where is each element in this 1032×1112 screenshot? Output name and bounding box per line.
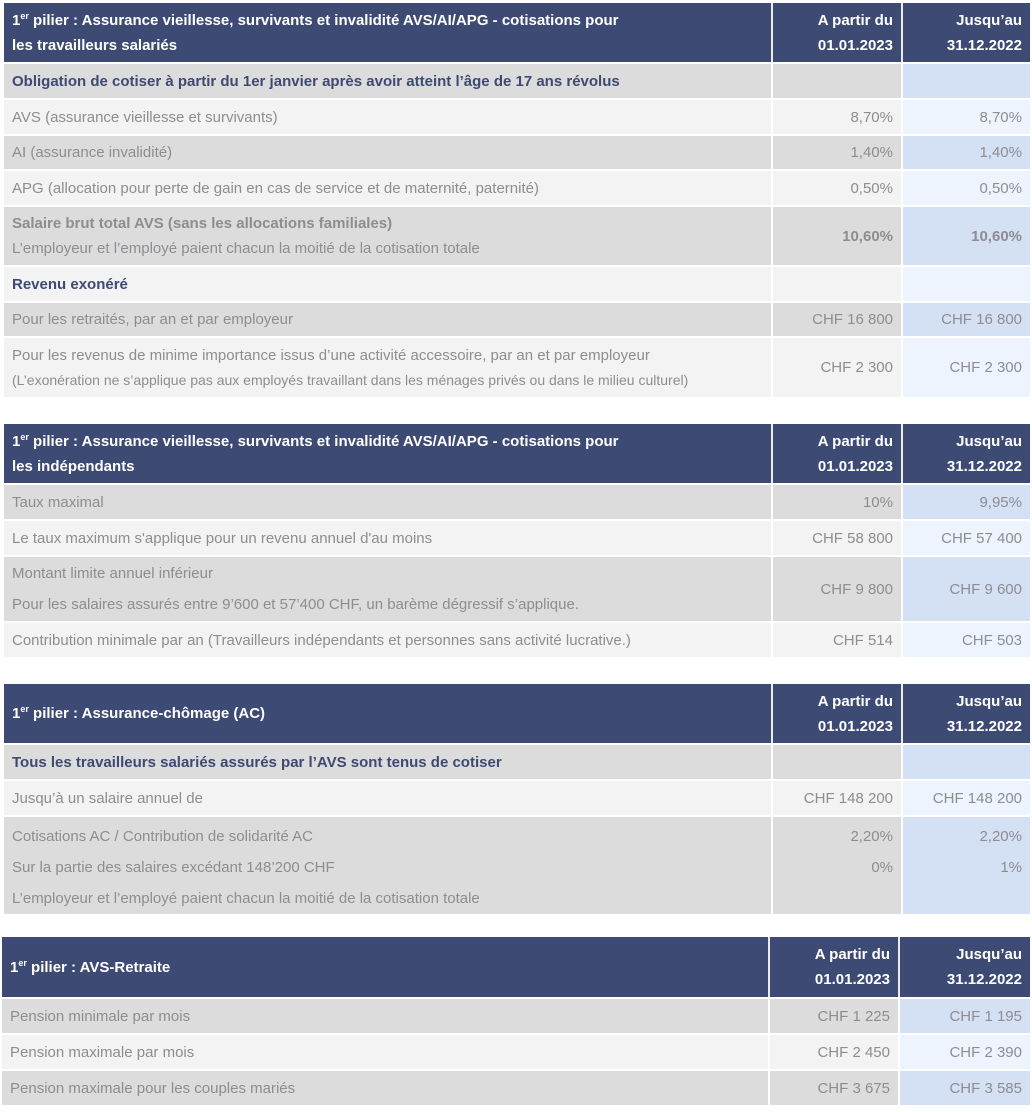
table-row bbox=[4, 519, 1030, 555]
value-from: CHF 2 300 bbox=[771, 336, 901, 397]
column-header-until: Jusqu’au 31.12.2022 bbox=[901, 3, 1030, 62]
row-label: Taux maximal bbox=[4, 483, 771, 519]
table-avs-salaried bbox=[4, 3, 1030, 397]
section-row bbox=[4, 743, 1030, 779]
value-from: CHF 1 225 bbox=[768, 997, 898, 1033]
section-label: Revenu exonéré bbox=[4, 265, 771, 301]
table-row bbox=[4, 555, 1030, 621]
value-from: CHF 148 200 bbox=[771, 779, 901, 815]
value-from bbox=[771, 743, 901, 779]
value-from: CHF 3 675 bbox=[768, 1069, 898, 1105]
table-row bbox=[2, 1033, 1030, 1069]
table-row bbox=[4, 98, 1030, 134]
table-row-multi bbox=[4, 815, 1030, 914]
table-row bbox=[4, 336, 1030, 397]
value-until: CHF 9 600 bbox=[901, 555, 1030, 621]
column-header-until: Jusqu’au 31.12.2022 bbox=[901, 424, 1030, 483]
value-from: CHF 16 800 bbox=[771, 301, 901, 336]
value-until: CHF 148 200 bbox=[901, 779, 1030, 815]
row-label: Pension minimale par mois bbox=[2, 997, 768, 1033]
column-header-until: Jusqu’au 31.12.2022 bbox=[901, 684, 1030, 743]
value-from: 10,60% bbox=[771, 205, 901, 265]
table-avs-self-employed bbox=[4, 424, 1030, 657]
value-until bbox=[901, 743, 1030, 779]
value-until: 10,60% bbox=[901, 205, 1030, 265]
section-row bbox=[4, 62, 1030, 98]
value-until: CHF 3 585 bbox=[898, 1069, 1030, 1105]
value-until: 1,40% bbox=[901, 134, 1030, 169]
table-row bbox=[4, 301, 1030, 336]
table-header-row bbox=[4, 684, 1030, 743]
row-label: Pour les revenus de minime importance issus d’une activité accessoire, par an et par employeur (L’exonération ne s’applique pas aux employés travaillant dans les ménages privés ou dans le milieu culturel) bbox=[4, 336, 771, 397]
table-header-row bbox=[4, 3, 1030, 62]
value-until: CHF 2 390 bbox=[898, 1033, 1030, 1069]
row-label: Cotisations AC / Contribution de solidarité AC Sur la partie des salaires excédant 148’200 CHF L’employeur et l’employé paient chacun la moitié de la cotisation totale bbox=[4, 815, 771, 914]
row-label: Contribution minimale par an (Travailleurs indépendants et personnes sans activité lucrative.) bbox=[4, 621, 771, 657]
value-until: 9,95% bbox=[901, 483, 1030, 519]
value-until: CHF 2 300 bbox=[901, 336, 1030, 397]
table-header-row bbox=[2, 937, 1030, 997]
value-from: CHF 58 800 bbox=[771, 519, 901, 555]
value-until bbox=[901, 62, 1030, 98]
section-label: Tous les travailleurs salariés assurés par l’AVS sont tenus de cotiser bbox=[4, 743, 771, 779]
value-until: CHF 1 195 bbox=[898, 997, 1030, 1033]
value-until: 0,50% bbox=[901, 169, 1030, 205]
row-label: APG (allocation pour perte de gain en cas de service et de maternité, paternité) bbox=[4, 169, 771, 205]
table-avs-retirement bbox=[2, 937, 1030, 1105]
table-title: 1er pilier : AVS-Retraite bbox=[2, 937, 768, 997]
value-from: 0,50% bbox=[771, 169, 901, 205]
row-label: AVS (assurance vieillesse et survivants) bbox=[4, 98, 771, 134]
value-until: 8,70% bbox=[901, 98, 1030, 134]
table-row bbox=[4, 483, 1030, 519]
row-label: Pour les retraités, par an et par employeur bbox=[4, 301, 771, 336]
value-from: 1,40% bbox=[771, 134, 901, 169]
value-from: CHF 2 450 bbox=[768, 1033, 898, 1069]
column-header-from: A partir du 01.01.2023 bbox=[771, 3, 901, 62]
value-from bbox=[771, 62, 901, 98]
row-label: Salaire brut total AVS (sans les allocations familiales) L’employeur et l’employé paient chacun la moitié de la cotisation totale bbox=[4, 205, 771, 265]
table-row bbox=[4, 134, 1030, 169]
table-unemployment-insurance bbox=[4, 684, 1030, 914]
table-row bbox=[4, 169, 1030, 205]
value-until: 2,20% 1% bbox=[901, 815, 1030, 914]
value-from: 8,70% bbox=[771, 98, 901, 134]
row-label: Jusqu’à un salaire annuel de bbox=[4, 779, 771, 815]
value-until: CHF 57 400 bbox=[901, 519, 1030, 555]
value-until: CHF 16 800 bbox=[901, 301, 1030, 336]
table-row bbox=[4, 621, 1030, 657]
table-title: 1er pilier : Assurance vieillesse, survivants et invalidité AVS/AI/APG - cotisations pour les indépendants bbox=[4, 424, 771, 483]
table-row bbox=[4, 779, 1030, 815]
row-label: Pension maximale par mois bbox=[2, 1033, 768, 1069]
section-label: Obligation de cotiser à partir du 1er janvier après avoir atteint l’âge de 17 ans révolus bbox=[4, 62, 771, 98]
value-from: 2,20% 0% bbox=[771, 815, 901, 914]
value-from: CHF 9 800 bbox=[771, 555, 901, 621]
table-title: 1er pilier : Assurance vieillesse, survivants et invalidité AVS/AI/APG - cotisations pour les travailleurs salariés bbox=[4, 3, 771, 62]
row-label: Pension maximale pour les couples mariés bbox=[2, 1069, 768, 1105]
column-header-from: A partir du 01.01.2023 bbox=[768, 937, 898, 997]
value-until bbox=[901, 265, 1030, 301]
value-until: CHF 503 bbox=[901, 621, 1030, 657]
table-header-row bbox=[4, 424, 1030, 483]
section-row bbox=[4, 265, 1030, 301]
value-from: CHF 514 bbox=[771, 621, 901, 657]
row-label: Montant limite annuel inférieur Pour les salaires assurés entre 9’600 et 57’400 CHF, un barème dégressif s’applique. bbox=[4, 555, 771, 621]
value-from: 10% bbox=[771, 483, 901, 519]
column-header-until: Jusqu’au 31.12.2022 bbox=[898, 937, 1030, 997]
column-header-from: A partir du 01.01.2023 bbox=[771, 424, 901, 483]
row-label: AI (assurance invalidité) bbox=[4, 134, 771, 169]
column-header-from: A partir du 01.01.2023 bbox=[771, 684, 901, 743]
table-row bbox=[2, 997, 1030, 1033]
value-from bbox=[771, 265, 901, 301]
total-row bbox=[4, 205, 1030, 265]
table-title: 1er pilier : Assurance-chômage (AC) bbox=[4, 684, 771, 743]
table-row bbox=[2, 1069, 1030, 1105]
row-label: Le taux maximum s'applique pour un revenu annuel d'au moins bbox=[4, 519, 771, 555]
